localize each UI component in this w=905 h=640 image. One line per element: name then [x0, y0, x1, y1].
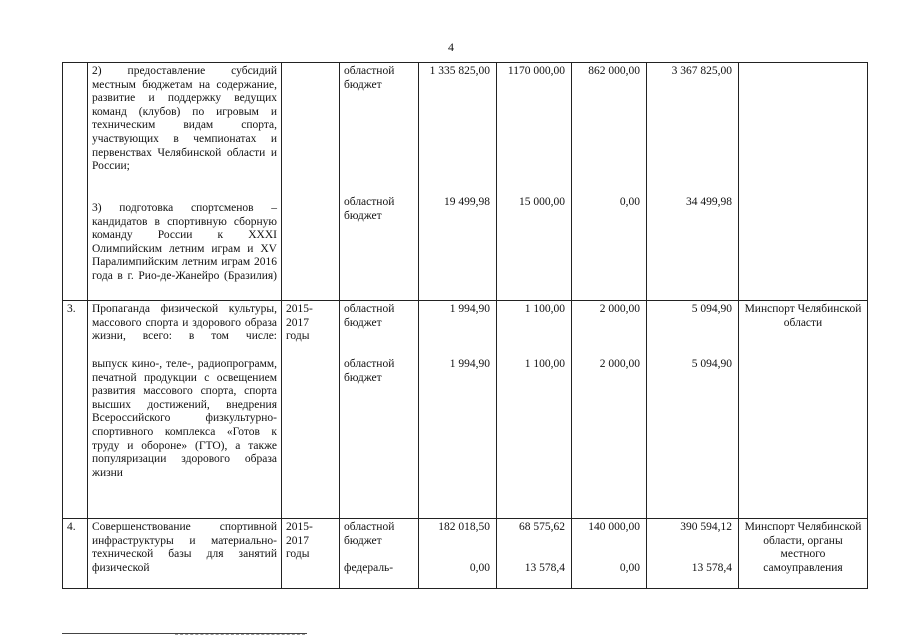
value-2017: 2 000,00 — [599, 358, 640, 370]
row-number: 3. — [63, 301, 88, 519]
funding-source: областной бюджет — [344, 196, 395, 222]
value-2016: 13 578,4 — [524, 562, 565, 574]
description-item: 2) предоставление субсидий местным бюджетам на содержание, развитие и поддержку ведущих команд (клубов) по игровым и техническим видам спорта, участвующих в чемпионатах и первенствах Челябинской области и России; — [92, 65, 277, 173]
funding-source: областной бюджет — [344, 65, 395, 91]
value-2015-cell — [419, 301, 497, 519]
value-2015-cell — [419, 63, 497, 301]
value-2016: 1 100,00 — [524, 358, 565, 370]
value-2015: 1 994,90 — [449, 303, 490, 315]
source-cell — [340, 519, 419, 589]
program-table — [62, 62, 868, 589]
description-cell — [88, 63, 282, 301]
value-2016: 1 100,00 — [524, 303, 565, 315]
value-2016: 1170 000,00 — [507, 65, 565, 77]
value-2017-cell — [572, 301, 647, 519]
value-total: 3 367 825,00 — [671, 65, 732, 77]
source-cell — [340, 301, 419, 519]
footer-rule-dashed — [175, 634, 305, 635]
funding-source: областной бюджет — [344, 303, 395, 329]
executor-cell — [739, 63, 868, 301]
period-cell: 2015-2017 годы — [282, 519, 340, 589]
description-cell — [88, 519, 282, 589]
value-total-cell — [647, 519, 739, 589]
value-2017: 140 000,00 — [588, 521, 640, 533]
executor-cell: Минспорт Челябинской области — [739, 301, 868, 519]
value-2015: 19 499,98 — [444, 196, 490, 208]
table-row — [63, 63, 868, 301]
value-total: 5 094,90 — [691, 303, 732, 315]
funding-source: федераль- — [344, 562, 394, 574]
description-item: Пропаганда физической культуры, массового спорта и здорового образа жизни, всего: в том числе: — [92, 303, 277, 343]
value-2015: 1 994,90 — [449, 358, 490, 370]
value-total: 390 594,12 — [680, 521, 732, 533]
value-2017: 0,00 — [619, 196, 640, 208]
value-2015: 0,00 — [469, 562, 490, 574]
value-total: 34 499,98 — [686, 196, 732, 208]
value-total-cell — [647, 63, 739, 301]
page-number: 4 — [448, 40, 454, 54]
value-2015-cell — [419, 519, 497, 589]
value-2016: 15 000,00 — [519, 196, 565, 208]
period-cell: 2015-2017 годы — [282, 301, 340, 519]
period-cell — [282, 63, 340, 301]
source-cell — [340, 63, 419, 301]
table-row — [63, 301, 868, 519]
description-item: Совершенствование спортивной инфраструктуры и материально-технической базы для занятий физической — [92, 521, 277, 574]
row-number: 4. — [63, 519, 88, 589]
value-2017: 2 000,00 — [599, 303, 640, 315]
description-cell — [88, 301, 282, 519]
value-total: 13 578,4 — [691, 562, 732, 574]
description-item: выпуск кино-, теле-, радиопрограмм, печатной продукции с освещением развития массового спорта, спорта высших достижений, внедрения Всероссийского физкультурно-спортивного комплекса «Готов к труду и обороне» (ГТО), а также популяризации здорового образа жизни — [92, 358, 277, 479]
value-2016: 68 575,62 — [519, 521, 565, 533]
value-2015: 1 335 825,00 — [429, 65, 490, 77]
value-2016-cell — [497, 519, 572, 589]
value-2016-cell — [497, 301, 572, 519]
funding-source: областной бюджет — [344, 521, 395, 547]
value-total: 5 094,90 — [691, 358, 732, 370]
table-row — [63, 519, 868, 589]
description-item: 3) подготовка спортсменов – кандидатов в спортивную сборную команду России к XXXI Олимпийским летним играм и XV Паралимпийским летним играм 2016 года в г. Рио-де-Жанейро (Бразилия) — [92, 202, 277, 282]
value-2016-cell — [497, 63, 572, 301]
value-2015: 182 018,50 — [438, 521, 490, 533]
row-number — [63, 63, 88, 301]
executor-cell: Минспорт Челябинской области, органы местного самоуправления — [739, 519, 868, 589]
funding-source: областной бюджет — [344, 358, 395, 384]
value-total-cell — [647, 301, 739, 519]
value-2017: 0,00 — [619, 562, 640, 574]
value-2017-cell — [572, 519, 647, 589]
value-2017-cell — [572, 63, 647, 301]
value-2017: 862 000,00 — [588, 65, 640, 77]
